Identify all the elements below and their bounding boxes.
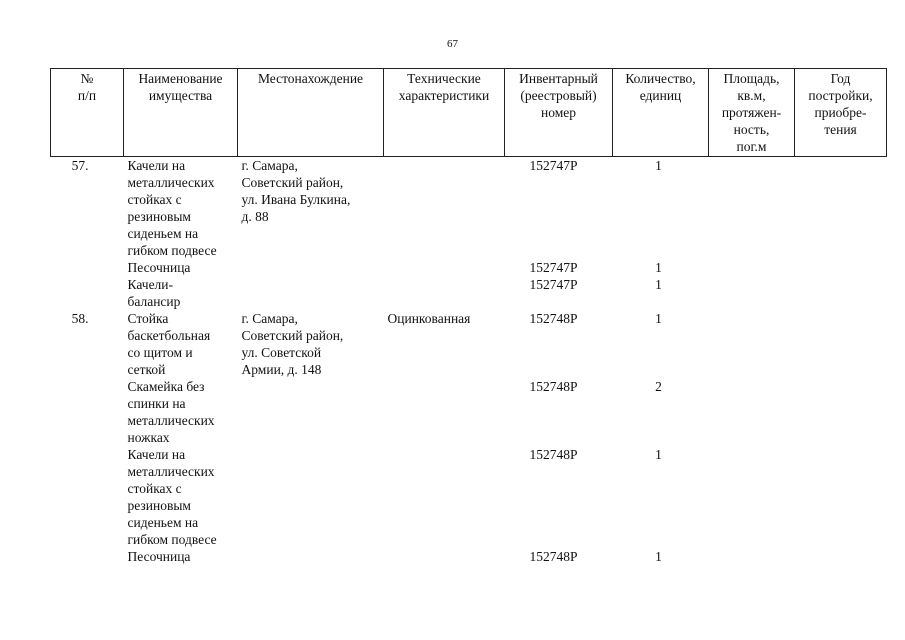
cell-location: г. Самара, Советский район, ул. Ивана Булкина, д. 88 [241,158,351,224]
cell-inventory: 152747Р [529,260,578,275]
cell-tech: Оцинкованная [387,311,471,326]
cell-num: 58. [71,311,89,326]
cell-quantity: 1 [655,158,662,173]
header-area: Площадь, кв.м, протяжен- ность, пог.м [709,69,795,157]
cell-year [795,378,887,446]
cell-year [795,548,887,565]
cell-num [51,378,124,446]
header-quantity: Количество, единиц [613,69,709,157]
cell-tech [384,378,505,446]
cell-area [709,157,795,260]
cell-num [51,259,124,276]
cell-quantity: 1 [655,277,662,292]
table-body [51,157,887,566]
cell-year [795,157,887,260]
cell-tech [384,548,505,565]
cell-name: Песочница [127,260,191,275]
cell-num: 57. [71,158,89,173]
cell-num [51,548,124,565]
cell-num [51,446,124,548]
cell-location [238,446,384,548]
cell-location [238,548,384,565]
cell-location [238,259,384,276]
cell-num [51,276,124,310]
header-name: Наименование имущества [124,69,238,157]
cell-location [238,276,384,310]
property-registry-table [50,68,887,565]
cell-name: Стойка баскетбольная со щитом и сеткой [127,311,211,377]
cell-location: г. Самара, Советский район, ул. Советской Армии, д. 148 [241,311,344,377]
cell-inventory: 152748Р [529,447,578,462]
cell-area [709,548,795,565]
cell-quantity: 1 [655,447,662,462]
table-row [51,378,887,446]
cell-name: Качели на металлических стойках с резиновым сиденьем на гибком подвесе [127,158,217,258]
cell-name: Качели на металлических стойках с резиновым сиденьем на гибком подвесе [127,447,217,547]
cell-quantity: 1 [655,311,662,326]
header-tech: Технические характеристики [384,69,505,157]
cell-tech [384,157,505,260]
page-number: 67 [447,38,458,50]
cell-area [709,446,795,548]
cell-area [709,378,795,446]
table-row [51,276,887,310]
cell-inventory: 152747Р [529,277,578,292]
cell-year [795,259,887,276]
table-row [51,548,887,565]
cell-inventory: 152748Р [529,379,578,394]
cell-tech [384,446,505,548]
table-header [51,69,887,157]
cell-year [795,446,887,548]
cell-inventory: 152748Р [529,311,578,326]
cell-inventory: 152748Р [529,549,578,564]
cell-location [238,378,384,446]
cell-area [709,276,795,310]
table-row [51,157,887,260]
cell-year [795,310,887,378]
cell-tech [384,259,505,276]
header-location: Местонахождение [238,69,384,157]
table-row [51,310,887,378]
cell-inventory: 152747Р [529,158,578,173]
cell-area [709,259,795,276]
header-inventory: Инвентарный (реестровый) номер [505,69,613,157]
cell-area [709,310,795,378]
cell-quantity: 1 [655,549,662,564]
cell-year [795,276,887,310]
cell-quantity: 2 [655,379,662,394]
header-row [51,69,887,157]
header-year: Год постройки, приобре- тения [795,69,887,157]
table-row [51,259,887,276]
cell-name: Песочница [127,549,191,564]
cell-name: Скамейка без спинки на металлических ножках [127,379,215,445]
table-row [51,446,887,548]
cell-tech [384,276,505,310]
cell-name: Качели- балансир [127,277,181,309]
header-num: № п/п [51,69,124,157]
cell-quantity: 1 [655,260,662,275]
